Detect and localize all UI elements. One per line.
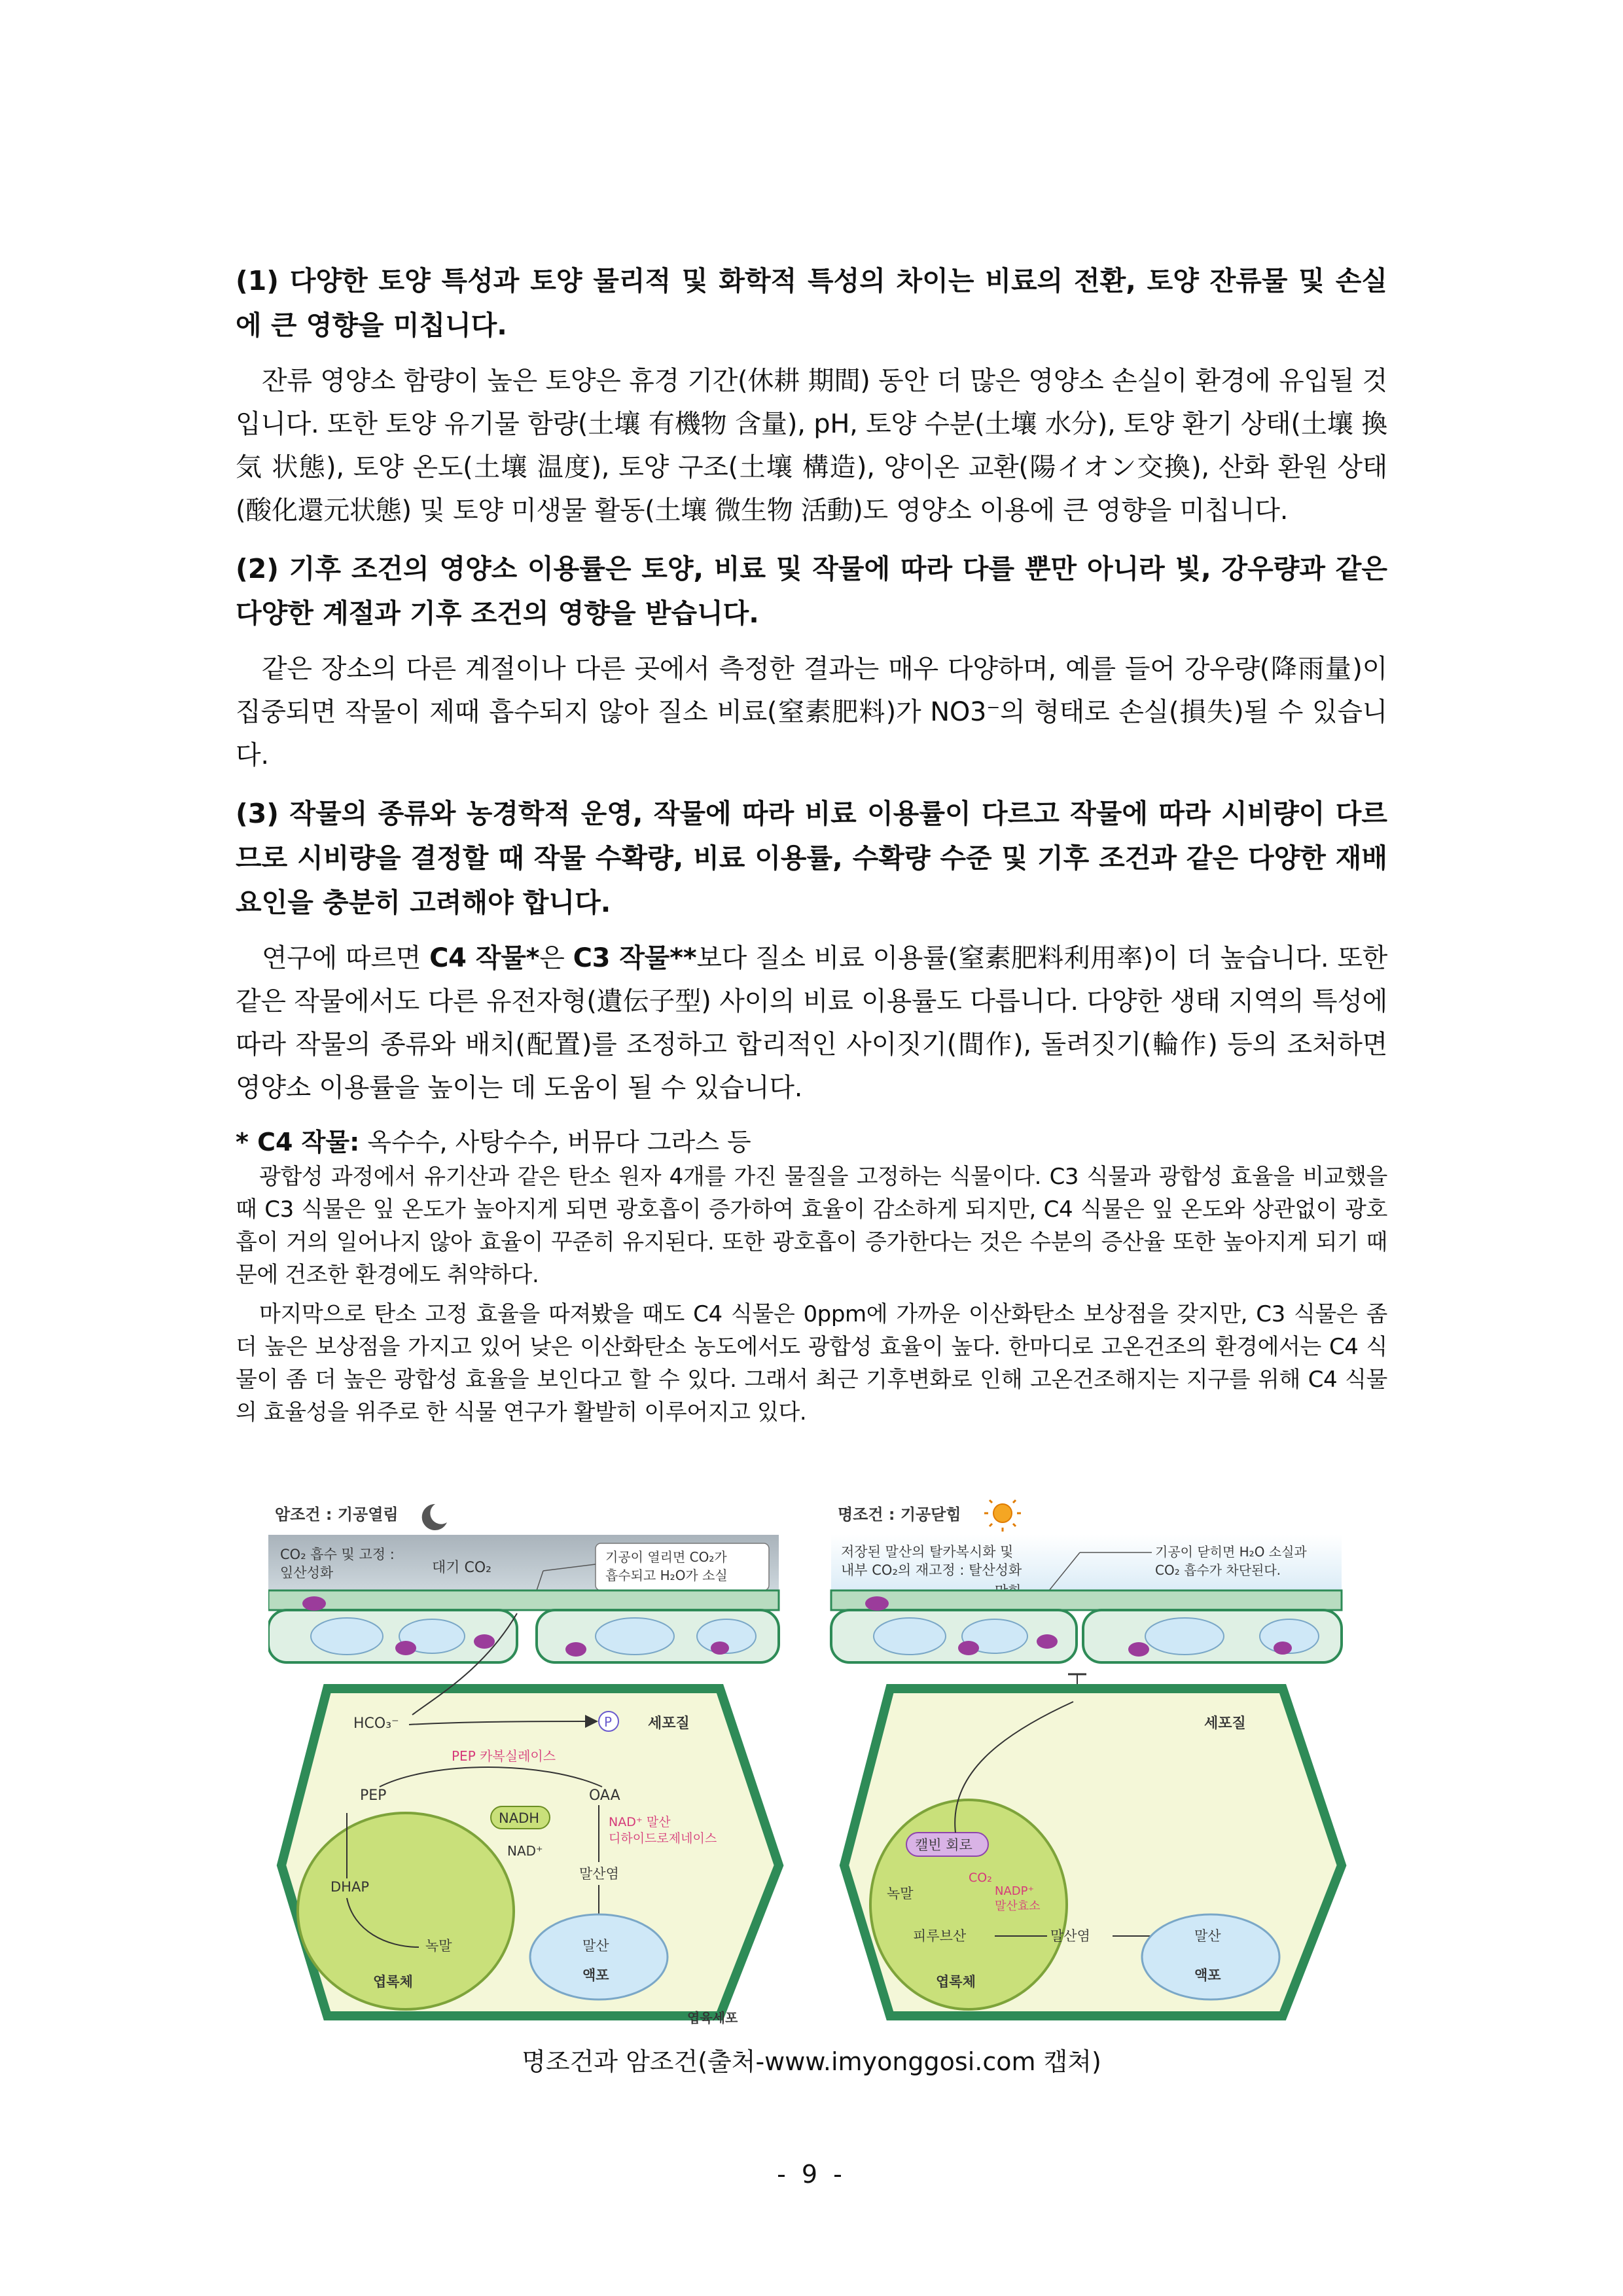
- sun-icon: [984, 1499, 1021, 1532]
- hco3-label: HCO₃⁻: [353, 1715, 399, 1732]
- left-strip-label-1: CO₂ 흡수 및 고정 :: [280, 1547, 395, 1562]
- figure-caption: 명조건과 암조건(출처-www.imyonggosi.com 캡쳐): [522, 2047, 1101, 2076]
- footnote-label: * C4 작물:: [236, 1128, 360, 1157]
- right-cytoplasm-label: 세포질: [1204, 1715, 1246, 1732]
- left-strip-label-2: 잎산성화: [280, 1565, 334, 1581]
- calvin-cycle-label: 캘빈 회로: [915, 1837, 972, 1853]
- footnote-paragraph-1: 광합성 과정에서 유기산과 같은 탄소 원자 4개를 가진 물질을 고정하는 식물이다. C3 식물과 광합성 효율을 비교했을 때 C3 식물은 잎 온도가 높아지게 되면 광호흡이 증가하여 효율이 감소하게 되지만, C4 식물은 잎 온도와 상관없이 광호흡이 거의 일어나지 않아 효율이 꾸준히 유지된다. 또한 광호흡이 증가한다는 것은 수분의 증산율 또한 높아지게 되기 때문에 건조한 환경에도 취약하다.: [236, 1164, 1387, 1288]
- left-callout-line-1: 기공이 열리면 CO₂가: [605, 1549, 727, 1565]
- right-strip-label-1: 저장된 말산의 탈카복시화 및: [841, 1544, 1014, 1560]
- right-starch-label: 녹말: [887, 1886, 914, 1901]
- section-1-heading: (1) 다양한 토양 특성과 토양 물리적 및 화학적 특성의 차이는 비료의 전환, 토양 잔류물 및 손실에 큰 영향을 미칩니다.: [236, 265, 1387, 341]
- left-vacuole: [530, 1914, 668, 2000]
- left-panel: [268, 1504, 779, 2026]
- left-vacuole-label: 액포: [582, 1967, 609, 1983]
- cam-photosynthesis-figure: [268, 1499, 1355, 2042]
- section-3-body: [236, 937, 1387, 1109]
- left-panel-title: 암조건 : 기공열림: [275, 1505, 399, 1524]
- nad-plus-label: NAD⁺: [507, 1843, 543, 1859]
- document-body: [236, 259, 1387, 1429]
- right-strip-label-2: 내부 CO₂의 재고정 : 탈산성화: [841, 1562, 1022, 1578]
- section-3-body-mid: 은: [539, 943, 573, 973]
- footnote-examples: 옥수수, 사탕수수, 버뮤다 그라스 등: [359, 1128, 751, 1157]
- footnote-title: [236, 1124, 1387, 1160]
- left-epidermis: [268, 1590, 779, 1662]
- right-epidermis: [831, 1590, 1342, 1695]
- right-callout-line-2: CO₂ 흡수가 차단된다.: [1155, 1562, 1281, 1578]
- left-starch-label: 녹말: [425, 1938, 452, 1954]
- section-3-body-pre: 연구에 따르면: [262, 943, 430, 973]
- right-chloroplast-label: 엽록체: [936, 1974, 976, 1990]
- left-callout-line-2: 흡수되고 H₂O가 소실: [605, 1568, 728, 1583]
- right-malate-ion-label: 말산염: [1050, 1928, 1090, 1944]
- mesophyll-cell-label: 엽육세포: [687, 2010, 738, 2026]
- dhap-label: DHAP: [330, 1879, 369, 1895]
- right-vacuole: [1142, 1914, 1279, 2000]
- right-malic-acid-label: 말산: [1194, 1928, 1221, 1944]
- left-malic-acid-label: 말산: [582, 1938, 609, 1954]
- right-panel-title: 명조건 : 기공닫힘: [838, 1505, 961, 1524]
- nadp-label: NADP⁺: [995, 1884, 1034, 1898]
- pep-carboxylase-label: PEP 카복실레이스: [452, 1748, 556, 1764]
- right-panel: [831, 1499, 1342, 2016]
- term-c4-crop: C4 작물*: [429, 943, 540, 973]
- malic-enzyme-label: 말산효소: [995, 1899, 1041, 1913]
- left-malate-ion-label: 말산염: [579, 1866, 619, 1882]
- phosphate-symbol: P: [604, 1714, 613, 1730]
- section-3-body-post: 보다 질소 비료 이용률(窒素肥料利用率)이 더 높습니다. 또한 같은 작물에서도 다른 유전자형(遺伝子型) 사이의 비료 이용률도 다릅니다. 다양한 생태 지역의 특성에 따라 작물의 종류와 배치(配置)를 조정하고 합리적인 사이짓기(間作), 돌려짓기(輪作) 등의 조처하면 영양소 이용률을 높이는 데 도움이 될 수 있습니다.: [236, 943, 1388, 1103]
- moon-icon: [422, 1504, 447, 1530]
- malate-dehydrogenase-line-2: 디하이드로제네이스: [609, 1831, 717, 1846]
- figure-svg: [268, 1499, 1355, 2042]
- atmospheric-co2-label: 대기 CO₂: [432, 1560, 491, 1576]
- oaa-label: OAA: [589, 1787, 620, 1804]
- section-3-heading: (3) 작물의 종류와 농경학적 운영, 작물에 따라 비료 이용률이 다르고 작물에 따라 시비량이 다르므로 시비량을 결정할 때 작물 수확량, 비료 이용률, 수확량 수준 및 기후 조건과 같은 다양한 재배 요인을 충분히 고려해야 합니다.: [236, 798, 1387, 918]
- section-2-body: 같은 장소의 다른 계절이나 다른 곳에서 측정한 결과는 매우 다양하며, 예를 들어 강우량(降雨量)이 집중되면 작물이 제때 흡수되지 않아 질소 비료(窒素肥料)가 NO3⁻의 형태로 손실(損失)될 수 있습니다.: [236, 654, 1387, 770]
- co2-label: CO₂: [969, 1871, 992, 1885]
- section-1-body: 잔류 영양소 함량이 높은 토양은 휴경 기간(休耕 期間) 동안 더 많은 영양소 손실이 환경에 유입될 것입니다. 또한 토양 유기물 함량(土壤 有機物 含量), pH, 토양 수분(土壤 水分), 토양 환기 상태(土壤 換気 状態), 토양 온도(土壤 温度), 토양 구조(土壤 構造), 양이온 교환(陽イオン交換), 산화 환원 상태(酸化還元状態) 및 토양 미생물 활동(土壤 微生物 活動)도 영양소 이용에 큰 영향을 미칩니다.: [236, 366, 1387, 526]
- right-callout-line-1: 기공이 닫히면 H₂O 소실과: [1155, 1544, 1307, 1560]
- left-cytoplasm-label: 세포질: [648, 1715, 690, 1732]
- left-chloroplast-label: 엽록체: [373, 1974, 413, 1990]
- pep-label: PEP: [360, 1787, 387, 1804]
- nadh-label: NADH: [499, 1810, 540, 1826]
- footnote-paragraph-2: 마지막으로 탄소 고정 효율을 따져봤을 때도 C4 식물은 0ppm에 가까운 이산화탄소 보상점을 갖지만, C3 식물은 좀 더 높은 보상점을 가지고 있어 낮은 이산화탄소 농도에서도 광합성 효율이 높다. 한마디로 고온건조의 환경에서는 C4 식물이 좀 더 높은 광합성 효율을 보인다고 할 수 있다. 그래서 최근 기후변화로 인해 고온건조해지는 지구를 위해 C4 식물의 효율성을 위주로 한 식물 연구가 활발히 이루어지고 있다.: [236, 1301, 1387, 1426]
- malate-dehydrogenase-line-1: NAD⁺ 말산: [609, 1815, 671, 1829]
- page-number: - 9 -: [777, 2160, 846, 2189]
- pyruvate-label: 피루브산: [913, 1928, 967, 1944]
- section-2-heading: (2) 기후 조건의 영양소 이용률은 토양, 비료 및 작물에 따라 다를 뿐만 아니라 빛, 강우량과 같은 다양한 계절과 기후 조건의 영향을 받습니다.: [236, 553, 1387, 629]
- term-c3-crop: C3 작물**: [573, 943, 697, 973]
- right-vacuole-label: 액포: [1194, 1967, 1221, 1983]
